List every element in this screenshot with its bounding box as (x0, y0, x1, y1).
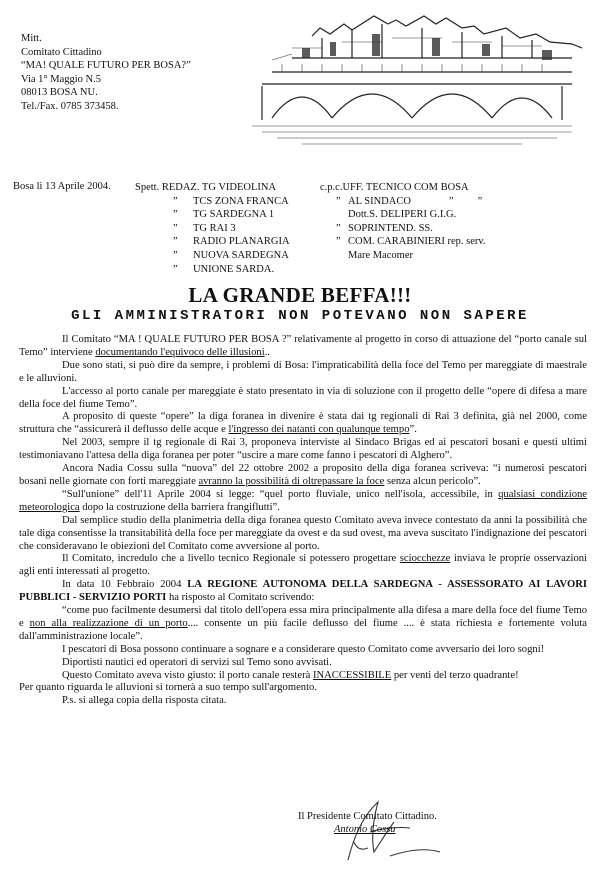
recipient-item: TG RAI 3 (193, 222, 236, 234)
bridge-sketch-illustration (232, 8, 582, 148)
text-run: dopo la costruzione della barriera frangiflutti”. (79, 501, 280, 513)
recipient-row (135, 263, 290, 277)
sender-street: Via 1° Maggio N.5 (21, 73, 101, 85)
recipient-row (135, 235, 290, 249)
ditto-mark: ” (477, 195, 483, 207)
headline-title: LA GRANDE BEFFA!!! (188, 283, 412, 307)
text-run: In data 10 Febbraio 2004 (62, 579, 188, 591)
sender-city: 08013 BOSA NU. (21, 87, 98, 99)
paragraph (19, 670, 587, 683)
paragraph: L'accesso al porto canale per mareggiate è stato presentato in via di soluzione con il progetto delle “opere di difesa a mare della foce del fiume Temo”. (19, 385, 587, 410)
cc-item: Mare Macomer (348, 249, 414, 261)
signoff-role: Il Presidente Comitato Cittadino. (298, 811, 437, 822)
recipient-item: NUOVA SARDEGNA (193, 249, 289, 261)
text-run: senza alcun pericolo”. (384, 475, 481, 487)
ditto-mark: ” (173, 222, 178, 234)
text-run: ha risposto al Comitato scrivendo: (166, 592, 315, 604)
sender-org: Comitato Cittadino (21, 46, 102, 58)
paragraph (19, 411, 587, 437)
ditto-mark: ” (173, 195, 178, 207)
text-run: inviava le proprie osservazioni agli enti interessati al progetto. (19, 553, 588, 578)
recipient-row (135, 208, 290, 222)
text-run: Questo Comitato aveva visto giusto: il porto canale resterà (62, 669, 313, 681)
ditto-mark: ” (173, 263, 178, 275)
text-run: Il Comitato “MA ! QUALE FUTURO PER BOSA ?” relativamente al progetto in corso di attuazione del “porto canale sul Temo” interviene (19, 334, 587, 358)
paragraph: I pescatori di Bosa possono continuare a sognare e a considerare questo Comitato come avversario dei loro sogni! (62, 643, 545, 655)
recipient-item: TG SARDEGNA 1 (193, 209, 275, 221)
sender-phone: Tel./Fax. 0785 373458. (21, 100, 119, 112)
recipient-row (135, 222, 290, 236)
cc-row (320, 222, 486, 236)
cc-item: AL SINDACO (348, 195, 411, 207)
cc-item: SOPRINTEND. SS. (348, 222, 433, 234)
cc-prefix: c.p.c. (320, 182, 343, 193)
text-run: per venti del terzo quadrante! (391, 669, 519, 681)
text-run: .. (264, 346, 270, 358)
underlined-text: l'ingresso dei natanti con qualunque tempo (228, 424, 410, 436)
recipient-item: RADIO PLANARGIA (193, 236, 290, 248)
signoff-name: Antonio Cossu (334, 824, 396, 835)
paragraph (19, 579, 587, 605)
recipient-row (135, 181, 290, 195)
paragraph: Nel 2003, sempre il tg regionale di Rai 3, proponeva interviste al Sindaco Brigas ed ai pescatori bosani e questi ultimi testimoniavano l'attesa della diga foranea per poter “uscire a mare come fanno i pescatori di Alghero”. (19, 437, 587, 462)
paragraph: P.s. si allega copia della risposta citata. (62, 695, 227, 707)
paragraph (19, 463, 587, 489)
recipient-row (135, 249, 290, 263)
recipient-item: UNIONE SARDA. (193, 263, 275, 275)
cc-row (320, 235, 486, 249)
headline-subtitle: GLI AMMINISTRATORI NON POTEVANO NON SAPERE (71, 308, 529, 324)
underlined-text: documentando l'equivoco delle illusioni (95, 346, 265, 358)
text-run: “come puo facilmente desumersi dal titolo dell'opera essa mira principalmente alla difesa a mare della foce del fiume Temo e (19, 605, 587, 629)
paragraph: Per quanto riguarda le alluvioni si tornerà a suo tempo sull'argomento. (19, 682, 317, 694)
paragraph (19, 553, 587, 579)
ditto-mark: ” (448, 195, 454, 207)
letter-date: Bosa li 13 Aprile 2004. (13, 181, 111, 192)
letter-body (19, 334, 587, 708)
text-run: “Sull'unione” dell'11 Aprile 2004 si legge: “quel porto fluviale, unico nell'isola, accessibile, in (62, 488, 499, 500)
cc-item: UFF. TECNICO COM BOSA (342, 182, 469, 193)
paragraph (19, 334, 587, 360)
text-run: A proposito di queste “opere” la diga foranea in divenire è stata dai tg regionali di Rai 3 definita, già nel 2000, come struttura che “assicurerà il deflusso delle acque e (19, 411, 587, 436)
underlined-text: sciocchezze (399, 553, 451, 565)
cc-block (320, 181, 486, 263)
ditto-mark: ” (336, 236, 341, 248)
text-run: Ancora Nadia Cossu sulla “nuova” del 22 ottobre 2002 a proposito della diga foranea scriveva: “i numerosi pescatori bosani nelle giornate con forti mareggiate (19, 463, 587, 487)
ditto-mark: ” (336, 222, 341, 234)
cc-item: Dott.S. DELIPERI G.I.G. (348, 209, 457, 221)
recipient-item: REDAZ. TG VIDEOLINA (161, 182, 277, 193)
paragraph (19, 489, 587, 515)
underlined-text: avranno la possibilità di oltrepassare la foce (198, 475, 385, 487)
underlined-text: qualsiasi condizione meteorologica (19, 488, 587, 513)
underlined-text: non alla realizzazione di un porto (29, 617, 188, 629)
text-run: .... consente un più facile deflusso del fiume .... è stata richiesta e fortemente voluta dall'amministrazione locale”. (19, 617, 587, 642)
paragraph: Dal semplice studio della planimetria della diga foranea questo Comitato aveva invece contestato da anni la possibilità che tale diga consentisse la transitabilità della foce per mareggiate da ovest e da sud ovest, ma aveva suscitato l'indignazione dei pescatori che consideravano le obiezioni del Comitato come avversione al porto. (19, 514, 587, 552)
cc-row (320, 181, 486, 195)
cc-row (320, 195, 486, 209)
ditto-mark: ” (173, 236, 178, 248)
paragraph: Due sono stati, si può dire da sempre, i problemi di Bosa: l'impraticabilità della foce del Temo per mareggiate di maestrale e le alluvioni. (19, 359, 587, 384)
bold-text: LA REGIONE AUTONOMA DELLA SARDEGNA - ASSESSORATO AI LAVORI PUBBLICI - SERVIZIO PORTI (19, 579, 587, 604)
sender-mitt: Mitt. (21, 33, 42, 44)
underlined-text: INACCESSIBILE (312, 669, 392, 681)
ditto-mark: ” (336, 195, 341, 207)
cc-row (320, 208, 486, 222)
paragraph: Diportisti nautici ed operatori di servizi sul Temo sono avvisati. (62, 656, 332, 668)
recipients-block (135, 181, 290, 276)
recipient-row (135, 195, 290, 209)
ditto-mark: ” (173, 209, 178, 221)
cc-row (320, 249, 486, 263)
ditto-mark: ” (173, 249, 178, 261)
text-run: ”. (409, 424, 417, 436)
signoff-block (298, 810, 437, 836)
recipients-prefix: Spett. (135, 182, 160, 193)
sender-block (21, 32, 191, 114)
text-run: Il Comitato, incredulo che a livello tecnico Regionale si potessero progettare (62, 553, 400, 565)
cc-item: COM. CARABINIERI rep. serv. (348, 236, 486, 248)
paragraph (19, 605, 587, 644)
sender-name: “MA! QUALE FUTURO PER BOSA?” (21, 60, 191, 72)
recipient-item: TCS ZONA FRANCA (193, 195, 289, 207)
